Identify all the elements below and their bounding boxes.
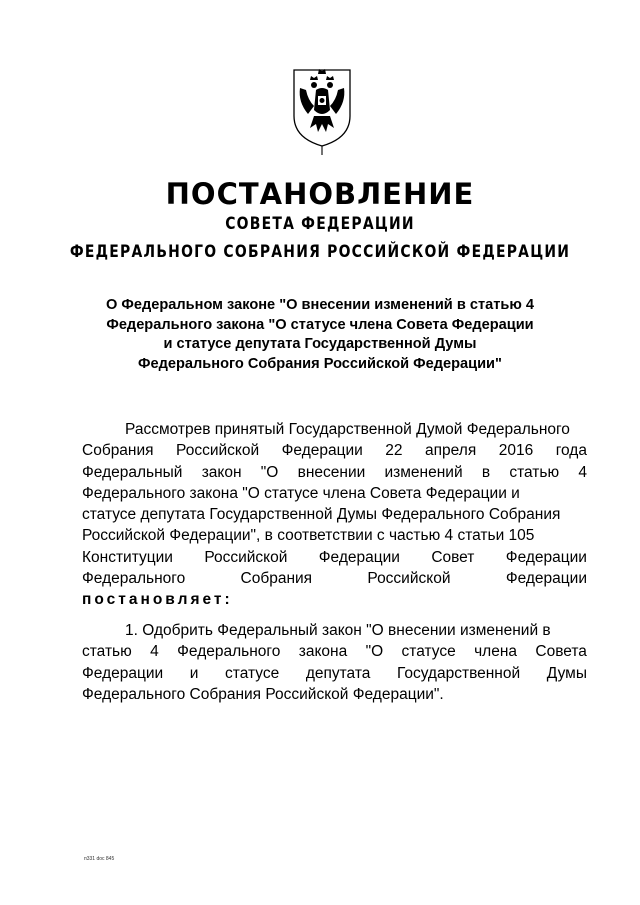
issuer-line-2: ФЕДЕРАЛЬНОГО СОБРАНИЯ РОССИЙСКОЙ ФЕДЕРАЦИИ	[69, 242, 571, 262]
text-line: Федерации и статусе депутата Государственной Думы	[82, 664, 587, 682]
text-line: Рассмотрев принятый Государственной Думой Федерального	[125, 421, 570, 438]
heading-line: О Федеральном законе "О внесении изменений в статью 4	[106, 297, 534, 313]
paragraph-considered	[82, 419, 587, 611]
text-line: Федерального Собрания Российской Федерации".	[82, 685, 444, 703]
document-code: п331 doc 845	[84, 856, 115, 862]
document-title: ПОСТАНОВЛЕНИЕ	[165, 177, 475, 211]
text-line: статусе депутата Государственной Думы Федерального Собрания	[82, 506, 561, 524]
heading-line: Федерального закона "О статусе члена Совета Федерации	[106, 316, 534, 333]
resolution-heading	[60, 296, 580, 374]
text-line: 1. Одобрить Федеральный закон "О внесении изменений в	[125, 622, 551, 639]
russian-coat-of-arms-icon	[288, 66, 356, 156]
text-line: Собрания Российской Федерации 22 апреля 2016 года	[82, 442, 587, 460]
text-line: Федеральный закон "О внесении изменений в статью 4	[82, 463, 587, 481]
text-line: Российской Федерации", в соответствии с частью 4 статьи 105	[82, 527, 535, 545]
heading-line: и статусе депутата Государственной Думы	[163, 336, 477, 352]
text-line: Федерального закона "О статусе члена Совета Федерации и	[82, 484, 520, 502]
text-line: Конституции Российской Федерации Совет Федерации	[82, 548, 587, 566]
heading-line: Федерального Собрания Российской Федерации"	[138, 355, 502, 372]
resolves-word: постановляет:	[82, 591, 233, 609]
text-line	[82, 589, 587, 610]
text-line: Федерального Собрания Российской Федерации	[82, 570, 587, 588]
issuer-line-1: СОВЕТА ФЕДЕРАЦИИ	[225, 214, 415, 234]
text-line: статью 4 Федерального закона "О статусе члена Совета	[82, 643, 587, 661]
paragraph-approve	[82, 620, 587, 705]
